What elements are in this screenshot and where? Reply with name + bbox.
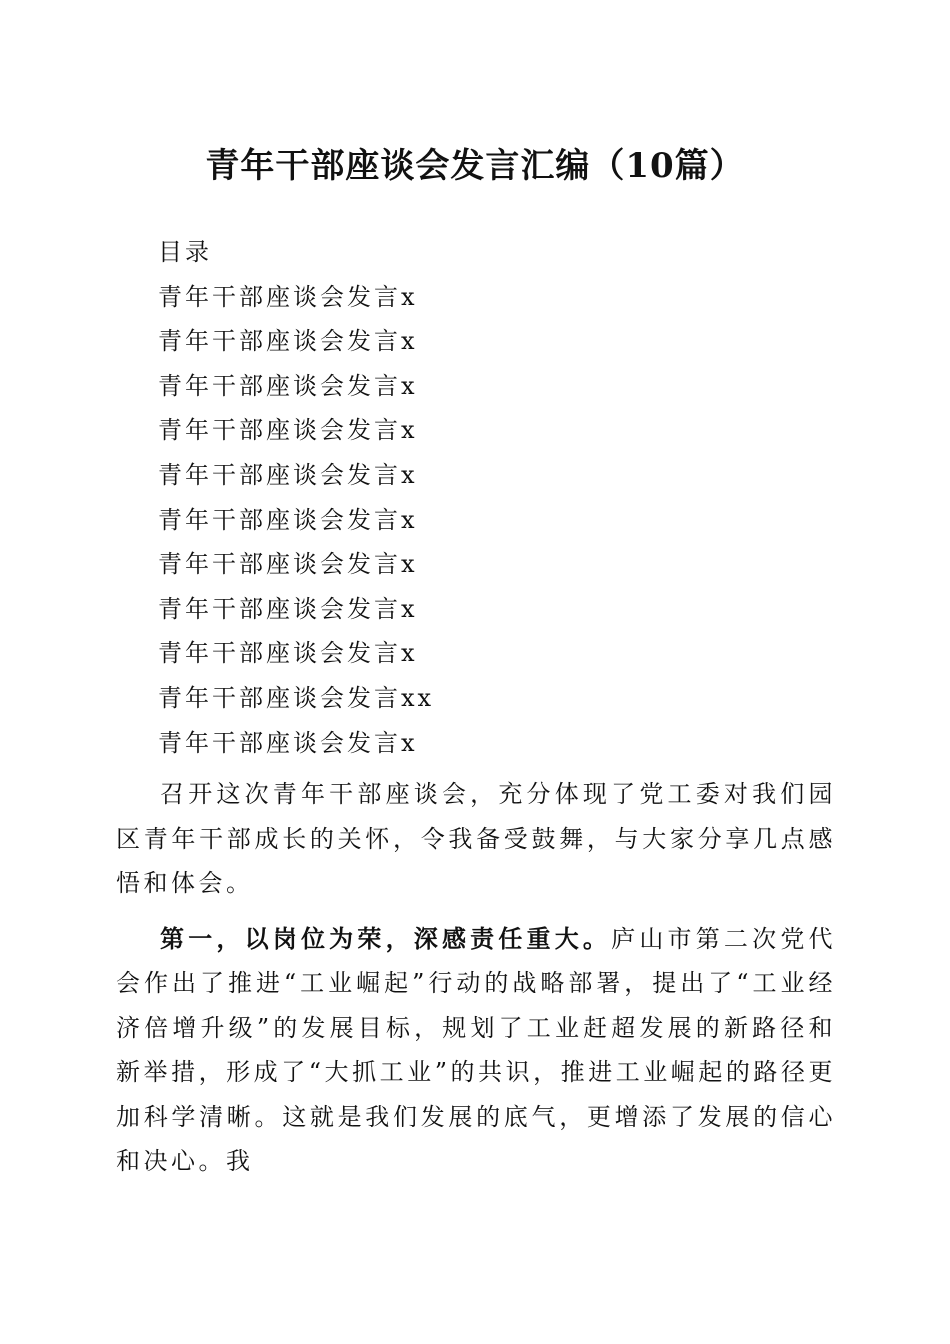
first-point-lead: 第一，以岗位为荣，深感责任重大。 <box>160 923 612 953</box>
toc-entry[interactable]: 青年干部座谈会发言x <box>158 371 418 400</box>
first-point-body: 庐山市第二次党代会作出了推进“工业崛起”行动的战略部署，提出了“工业经济倍增升级”的发展目标，规划了工业赶超发展的新路径和新举措，形成了“大抓工业”的共识，推进工业崛起的路径更加科学清晰。这就是我们发展的底气，更增添了发展的信心和决心。我 <box>116 924 837 1175</box>
table-of-contents <box>158 233 434 768</box>
document-body <box>116 772 836 1184</box>
toc-heading: 目录 <box>158 238 212 266</box>
toc-entry[interactable]: 青年干部座谈会发言x <box>158 505 418 534</box>
document-title: 青年干部座谈会发言汇编（10篇） <box>205 146 745 186</box>
toc-entry[interactable]: 青年干部座谈会发言x <box>158 594 418 623</box>
toc-entry[interactable]: 青年干部座谈会发言x <box>158 639 418 668</box>
intro-paragraph: 召开这次青年干部座谈会，充分体现了党工委对我们园区青年干部成长的关怀，令我备受鼓舞，与大家分享几点感悟和体会。 <box>116 780 836 897</box>
toc-entry[interactable]: 青年干部座谈会发言xx <box>158 683 435 712</box>
toc-entry[interactable]: 青年干部座谈会发言x <box>158 282 418 311</box>
toc-entry[interactable]: 青年干部座谈会发言x <box>158 416 418 445</box>
toc-entry[interactable]: 青年干部座谈会发言x <box>158 550 418 579</box>
toc-entry[interactable]: 青年干部座谈会发言x <box>158 460 418 489</box>
toc-entry[interactable]: 青年干部座谈会发言x <box>158 327 418 356</box>
toc-entry[interactable]: 青年干部座谈会发言x <box>158 728 418 757</box>
first-point-paragraph <box>116 917 836 1184</box>
